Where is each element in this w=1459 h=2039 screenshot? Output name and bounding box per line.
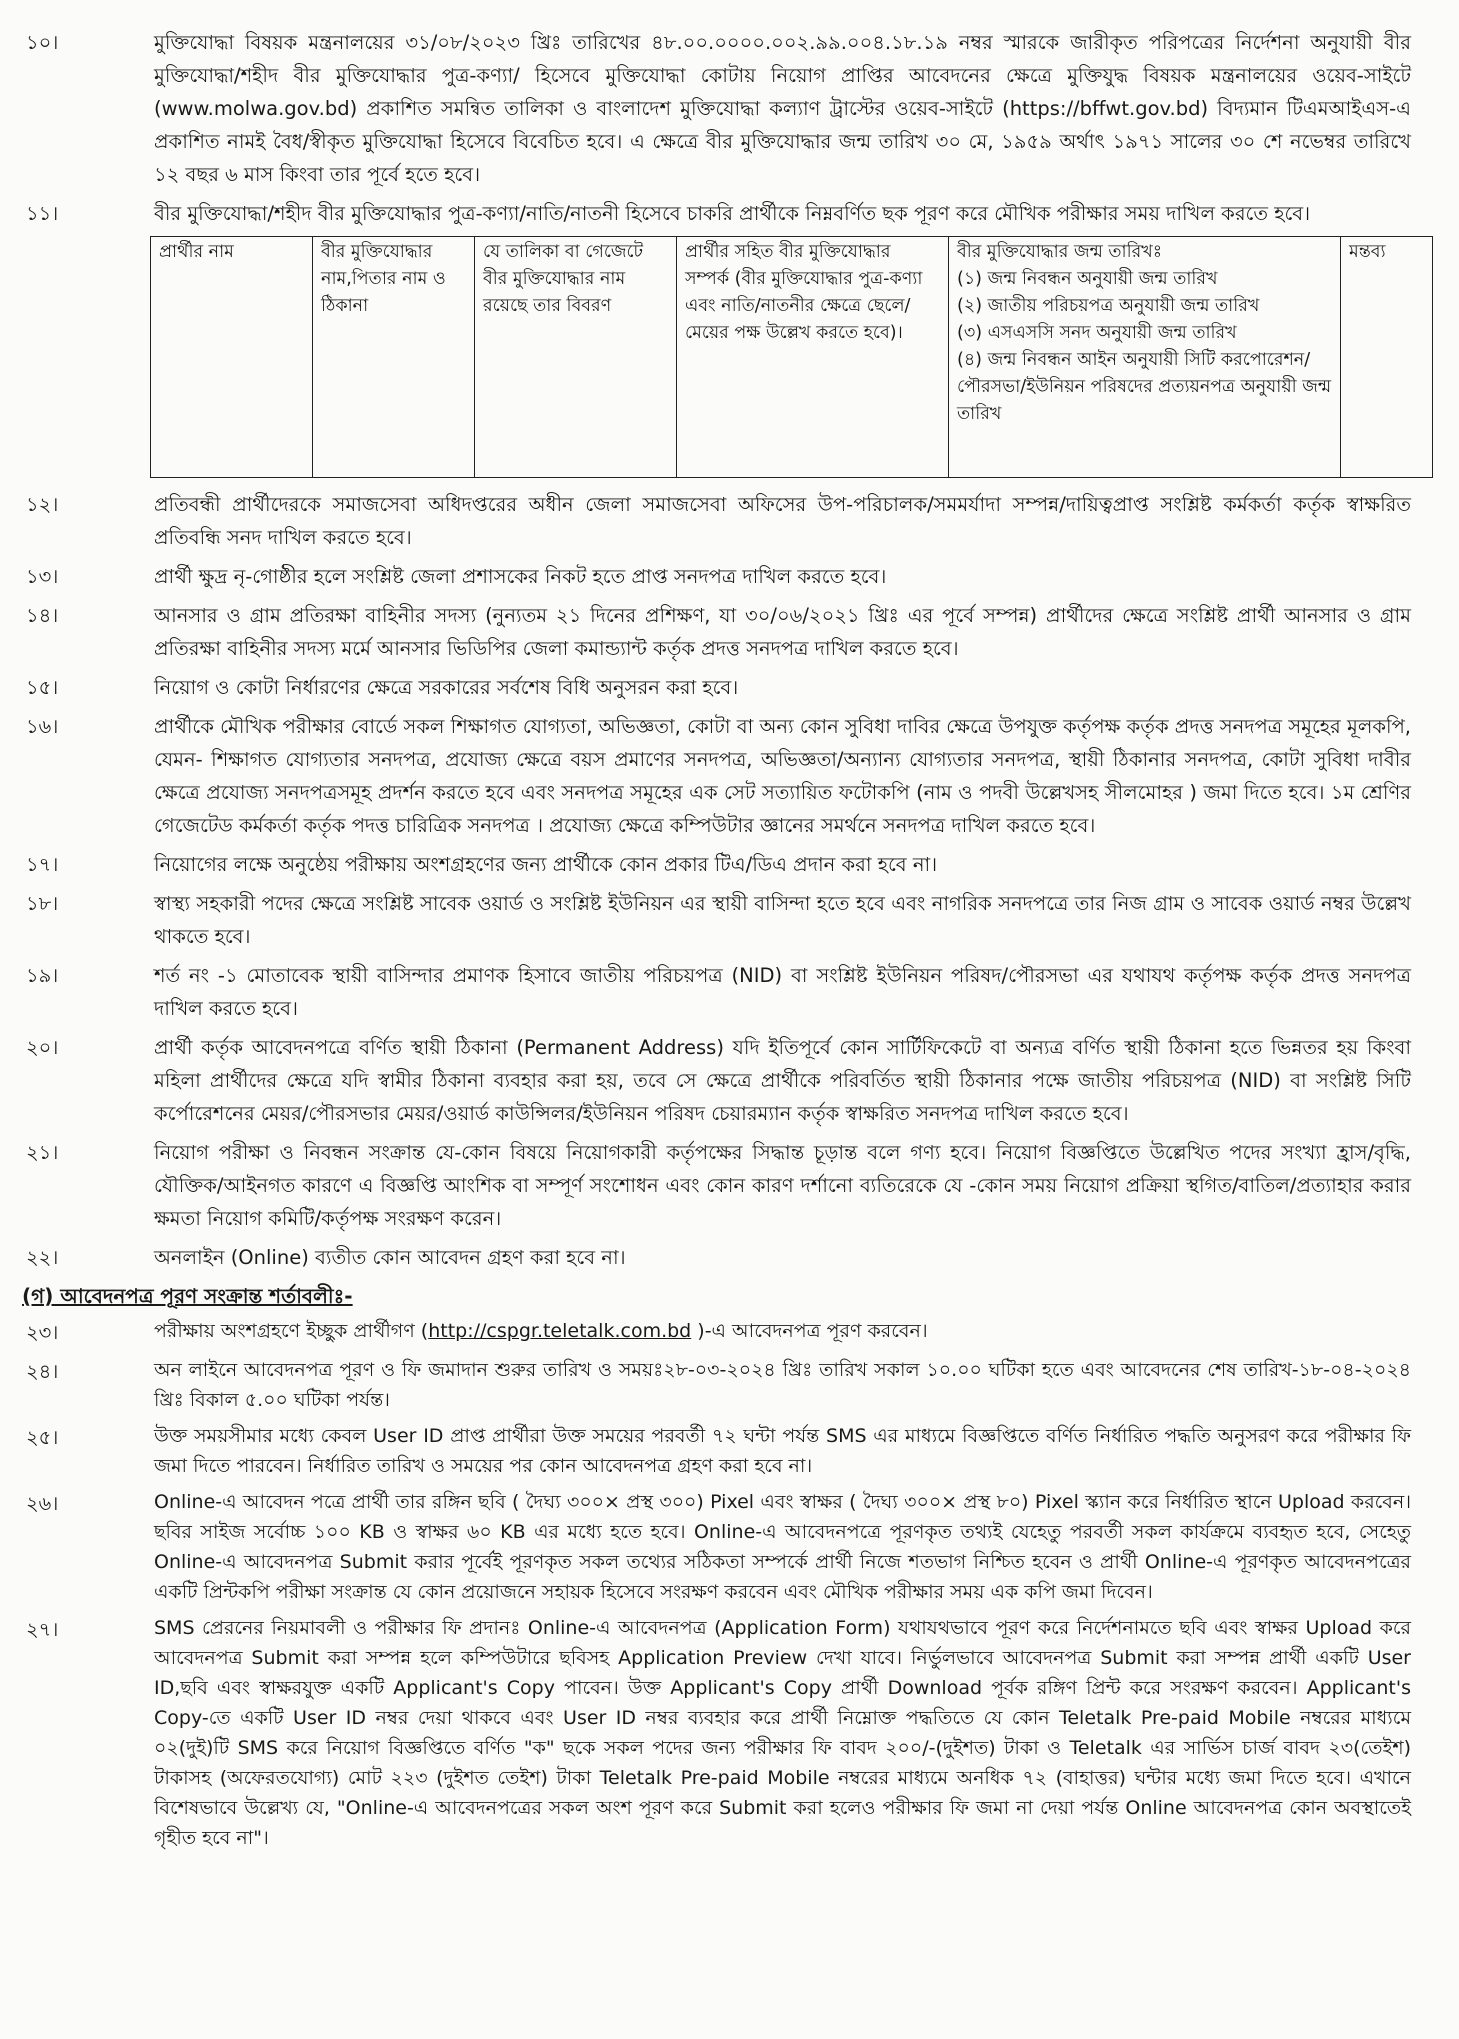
- clause-number: ২৫।: [26, 1426, 59, 1449]
- clause-number: ১০।: [26, 31, 59, 54]
- clause-14: [22, 599, 1411, 665]
- clause-number: ১৭।: [26, 853, 59, 876]
- freedom-fighter-form-table: [150, 236, 1433, 478]
- clause-number: ১৯।: [26, 964, 59, 987]
- clause-text: প্রার্থী কর্তৃক আবেদনপত্রে বর্ণিত স্থায়ী ঠিকানা (Permanent Address) যদি ইতিপূর্বে কোন সার্টিফিকেটে বা অন্যত্র বর্ণিত স্থায়ী ঠিকানা হতে ভিন্নতর হয় কিংবা মহিলা প্রার্থীদের ক্ষেত্রে যদি স্বামীর ঠিকানা ব্যবহার করা হয়, তবে সে ক্ষেত্রে প্রার্থীকে পরিবর্তিত স্থায়ী ঠিকানার পক্ষে জাতীয় পরিচয়পত্র (NID) বা সংশ্লিষ্ট সিটি কর্পোরেশনের মেয়র/পৌরসভার মেয়র/ওয়ার্ড কাউন্সিলর/ইউনিয়ন পরিষদ চেয়ারম্যান কর্তৃক স্বাক্ষরিত সনদপত্র দাখিল করতে হবে।: [154, 1036, 1411, 1125]
- clause-number: ১৮।: [26, 892, 59, 915]
- clause-number: ২৩।: [26, 1321, 59, 1344]
- clause-text: শর্ত নং -১ মোতাবেক স্থায়ী বাসিন্দার প্রমাণক হিসাবে জাতীয় পরিচয়পত্র (NID) বা সংশ্লিষ্ট ইউনিয়ন পরিষদ/পৌরসভা এর যথাযথ কর্তৃপক্ষ কর্তৃক প্রদত্ত সনদপত্র দাখিল করতে হবে।: [154, 964, 1411, 1020]
- clause-text: SMS প্রেরনের নিয়মাবলী ও পরীক্ষার ফি প্রদানঃ Online-এ আবেদনপত্র (Application Form) যথাযথভাবে পূরণ করে নির্দেশনামতে ছবি এবং স্বাক্ষর Upload করে আবেদনপত্র Submit করা সম্পন্ন হলে কম্পিউটারে ছবিসহ Application Preview দেখা যাবে। নির্ভুলভাবে আবেদনপত্র Submit করা সম্পন্ন প্রার্থী একটি User ID,ছবি এবং স্বাক্ষরযুক্ত একটি Applicant's Copy পাবেন। উক্ত Applicant's Copy প্রার্থী Download পূর্বক রঙ্গিণ প্রিন্ট করে সংরক্ষণ করবেন। Applicant's Copy-তে একটি User ID নম্বর দেয়া থাকবে এবং User ID নম্বর ব্যবহার করে প্রার্থী নিম্নোক্ত পদ্ধতিতে যে কোন Teletalk Pre-paid Mobile নম্বরের মাধ্যমে ০২(দুই)টি SMS করে নিয়োগ বিজ্ঞপ্তিতে বর্ণিত "ক" ছকে সকল পদের জন্য পরীক্ষার ফি বাবদ ২০০/-(দুইশত) টাকা ও Teletalk এর সার্ভিস চার্জ বাবদ ২৩(তেইশ) টাকাসহ (অফেরতযোগ্য) মোট ২২৩ (দুইশত তেইশ) টাকা Teletalk Pre-paid Mobile নম্বরের মাধ্যমে অনধিক ৭২ (বাহাত্তর) ঘন্টার মধ্যে জমা দিতে হবে। এখানে বিশেষভাবে উল্লেখ্য যে, "Online-এ আবেদনপত্রের সকল অংশ পূরণ করে Submit করা হলেও পরীক্ষার ফি জমা না দেয়া পর্যন্ত Online আবেদনপত্র কোন অবস্থাতেই গৃহীত হবে না"।: [154, 1617, 1411, 1849]
- clause-27: [22, 1613, 1411, 1853]
- table-cell-relationship: প্রার্থীর সহিত বীর মুক্তিযোদ্ধার সম্পর্ক (বীর মুক্তিযোদ্ধার পুত্র-কণ্যা এবং নাতি/নাতনীর ক্ষেত্রে ছেলে/মেয়ের পক্ষ উল্লেখ করতে হবে)।: [677, 237, 949, 478]
- clause-20: [22, 1031, 1411, 1130]
- clause-12: [22, 488, 1411, 554]
- clause-text: অনলাইন (Online) ব্যতীত কোন আবেদন গ্রহণ করা হবে না।: [154, 1246, 626, 1269]
- table-row: [151, 237, 1433, 478]
- clause-number: ২৬।: [26, 1492, 59, 1515]
- clause-text: আনসার ও গ্রাম প্রতিরক্ষা বাহিনীর সদস্য (নুন্যতম ২১ দিনের প্রশিক্ষণ, যা ৩০/০৬/২০২১ খ্রিঃ এর পূর্বে সম্পন্ন) প্রার্থীদের ক্ষেত্রে সংশ্লিষ্ট প্রার্থী আনসার ও গ্রাম প্রতিরক্ষা বাহিনীর সদস্য মর্মে আনসার ভিডিপির জেলা কমান্ড্যান্ট কর্তৃক প্রদত্ত সনদপত্র দাখিল করতে হবে।: [154, 604, 1411, 660]
- clause-16: [22, 710, 1411, 842]
- clause-21: [22, 1136, 1411, 1235]
- clause-25: [22, 1421, 1411, 1481]
- clause-text: মুক্তিযোদ্ধা বিষয়ক মন্ত্রনালয়ের ৩১/০৮/২০২৩ খ্রিঃ তারিখের ৪৮.০০.০০০০.০০২.৯৯.০০৪.১৮.১৯ নম্বর স্মারকে জারীকৃত পরিপত্রের নির্দেশনা অনুযায়ী বীর মুক্তিযোদ্ধা/শহীদ বীর মুক্তিযোদ্ধার পুত্র-কণ্যা/ হিসেবে মুক্তিযোদ্ধা কোটায় নিয়োগ প্রাপ্তির আবেদনের ক্ষেত্রে মুক্তিযুদ্ধ বিষয়ক মন্ত্রনালয়ের ওয়েব-সাইটে (www.molwa.gov.bd) প্রকাশিত সমন্বিত তালিকা ও বাংলাদেশ মুক্তিযোদ্ধা কল্যাণ ট্রাস্টের ওয়েব-সাইটে (https://bffwt.gov.bd) বিদ্যমান টিএমআইএস-এ প্রকাশিত নামই বৈধ/স্বীকৃত মুক্তিযোদ্ধা হিসেবে বিবেচিত হবে। এ ক্ষেত্রে বীর মুক্তিযোদ্ধার জন্ম তারিখ ৩০ মে, ১৯৫৯ অর্থাৎ ১৯৭১ সালের ৩০ শে নভেম্বর তারিখে ১২ বছর ৬ মাস কিংবা তার পূর্বে হতে হবে।: [154, 31, 1411, 186]
- clause-10: [22, 26, 1411, 191]
- table-cell-candidate-name: প্রার্থীর নাম: [151, 237, 313, 478]
- table-cell-remarks: মন্তব্য: [1341, 237, 1433, 478]
- clause-17: [22, 848, 1411, 881]
- clause-text: প্রার্থীকে মৌখিক পরীক্ষার বোর্ডে সকল শিক্ষাগত যোগ্যতা, অভিজ্ঞতা, কোটা বা অন্য কোন সুবিধা দাবির ক্ষেত্রে উপযুক্ত কর্তৃপক্ষ কর্তৃক প্রদত্ত সনদপত্র সমূহের মূলকপি, যেমন- শিক্ষাগত যোগ্যতার সনদপত্র, প্রযোজ্য ক্ষেত্রে বয়স প্রমাণের সনদপত্র, অভিজ্ঞতা/অন্যান্য যোগ্যতার সনদপত্র, স্থায়ী ঠিকানার সনদপত্র, কোটা সুবিধা দাবীর ক্ষেত্রে প্রযোজ্য সনদপত্রসমূহ প্রদর্শন করতে হবে এবং সনদপত্র সমূহের এক সেট সত্যায়িত ফটোকপি (নাম ও পদবী উল্লেখসহ সীলমোহর ) জমা দিতে হবে। ১ম শ্রেণির গেজেটেড কর্মকর্তা কর্তৃক পদত্ত চারিত্রিক সনদপত্র । প্রযোজ্য ক্ষেত্রে কম্পিউটার জ্ঞানের সমর্থনে সনদপত্র দাখিল করতে হবে।: [154, 715, 1411, 837]
- table-cell-birth-date: বীর মুক্তিযোদ্ধার জন্ম তারিখঃ (১) জন্ম নিবন্ধন অনুযায়ী জন্ম তারিখ (২) জাতীয় পরিচয়পত্র অনুযায়ী জন্ম তারিখ (৩) এসএসসি সনদ অনুযায়ী জন্ম তারিখ (৪) জন্ম নিবন্ধন আইন অনুযায়ী সিটি করপোরেশন/পৌরসভা/ইউনিয়ন পরিষদের প্রত্যয়নপত্র অনুযায়ী জন্ম তারিখ: [949, 237, 1341, 478]
- section-heading: (গ) আবেদনপত্র পূরণ সংক্রান্ত শর্তাবলীঃ-: [22, 1284, 353, 1308]
- clause-text-post: )-এ আবেদনপত্র পূরণ করবেন।: [691, 1320, 928, 1342]
- clause-11: [22, 197, 1411, 230]
- clause-text: বীর মুক্তিযোদ্ধা/শহীদ বীর মুক্তিযোদ্ধার পুত্র-কণ্যা/নাতি/নাতনী হিসেবে চাকরি প্রার্থীকে নিম্নবর্ণিত ছক পূরণ করে মৌখিক পরীক্ষার সময় দাখিল করতে হবে।: [154, 202, 1311, 225]
- clause-number: ১৫।: [26, 676, 59, 699]
- clause-24: [22, 1355, 1411, 1415]
- table-cell-ff-name-address: বীর মুক্তিযোদ্ধার নাম,পিতার নাম ও ঠিকানা: [313, 237, 475, 478]
- clause-26: [22, 1487, 1411, 1607]
- clause-text: স্বাস্থ্য সহকারী পদের ক্ষেত্রে সংশ্লিষ্ট সাবেক ওয়ার্ড ও সংশ্লিষ্ট ইউনিয়ন এর স্থায়ী বাসিন্দা হতে হবে এবং নাগরিক সনদপত্রে তার নিজ গ্রাম ও সাবেক ওয়ার্ড নম্বর উল্লেখ থাকতে হবে।: [154, 892, 1411, 948]
- clause-number: ২২।: [26, 1246, 59, 1269]
- clause-13: [22, 560, 1411, 593]
- clause-text: [154, 1316, 1411, 1349]
- clause-18: [22, 887, 1411, 953]
- clause-number: ১৪।: [26, 604, 59, 627]
- clause-number: ২১।: [26, 1141, 59, 1164]
- clause-number: ১২।: [26, 493, 59, 516]
- clause-text: প্রতিবন্ধী প্রার্থীদেরকে সমাজসেবা অধিদপ্তরের অধীন জেলা সমাজসেবা অফিসের উপ-পরিচালক/সমমর্যাদা সম্পন্ন/দায়িত্বপ্রাপ্ত সংশ্লিষ্ট কর্মকর্তা কর্তৃক স্বাক্ষরিত প্রতিবন্ধি সনদ দাখিল করতে হবে।: [154, 493, 1411, 549]
- clause-text: নিয়োগ পরীক্ষা ও নিবন্ধন সংক্রান্ত যে-কোন বিষয়ে নিয়োগকারী কর্তৃপক্ষের সিদ্ধান্ত চূড়ান্ত বলে গণ্য হবে। নিয়োগ বিজ্ঞপ্তিতে উল্লেখিত পদের সংখ্যা হ্রাস/বৃদ্ধি, যৌক্তিক/আইনগত কারণে এ বিজ্ঞপ্তি আংশিক বা সম্পূর্ণ সংশোধন এবং কোন কারণ দর্শানো ব্যতিরেকে যে -কোন সময় নিয়োগ প্রক্রিয়া স্থগিত/বাতিল/প্রত্যাহার করার ক্ষমতা নিয়োগ কমিটি/কর্তৃপক্ষ সংরক্ষণ করেন।: [154, 1141, 1411, 1230]
- clause-text-pre: পরীক্ষায় অংশগ্রহণে ইচ্ছুক প্রার্থীগণ (: [154, 1320, 429, 1342]
- clause-number: ২৭।: [26, 1618, 59, 1641]
- clause-15: [22, 671, 1411, 704]
- clause-19: [22, 959, 1411, 1025]
- clause-number: ১৬।: [26, 715, 59, 738]
- clause-text: উক্ত সময়সীমার মধ্যে কেবল User ID প্রাপ্ত প্রার্থীরা উক্ত সময়ের পরবর্তী ৭২ ঘন্টা পর্যন্ত SMS এর মাধ্যমে বিজ্ঞপ্তিতে বর্ণিত নির্ধারিত পদ্ধতি অনুসরণ করে পরীক্ষার ফি জমা দিতে পারবেন। নির্ধারিত তারিখ ও সময়ের পর কোন আবেদনপত্র গ্রহণ করা হবে না।: [154, 1425, 1411, 1477]
- clause-number: ১৩।: [26, 565, 59, 588]
- clause-text: নিয়োগের লক্ষে অনুষ্ঠেয় পরীক্ষায় অংশগ্রহণের জন্য প্রার্থীকে কোন প্রকার টিএ/ডিএ প্রদান করা হবে না।: [154, 853, 938, 876]
- application-site-link[interactable]: http://cspgr.teletalk.com.bd: [428, 1320, 692, 1342]
- clause-23: [22, 1316, 1411, 1349]
- clause-number: ১১।: [26, 202, 59, 225]
- clause-number: ২৪।: [26, 1360, 59, 1383]
- clause-22: [22, 1241, 1411, 1274]
- table-cell-list-gazette: যে তালিকা বা গেজেটে বীর মুক্তিযোদ্ধার নাম রয়েছে তার বিবরণ: [475, 237, 677, 478]
- clause-text: Online-এ আবেদন পত্রে প্রার্থী তার রঙ্গিন ছবি ( দৈঘ্য ৩০০× প্রস্থ ৩০০) Pixel এবং স্বাক্ষর ( দৈঘ্য ৩০০× প্রস্থ ৮০) Pixel স্ক্যান করে নির্ধারিত স্থানে Upload করবেন। ছবির সাইজ সর্বোচ্চ ১০০ KB ও স্বাক্ষর ৬০ KB এর মধ্যে হতে হবে। Online-এ আবেদনপত্রে পূরণকৃত তথ্যই যেহেতু পরবর্তী সকল কার্যক্রমে ব্যবহৃত হবে, সেহেতু Online-এ আবেদনপত্র Submit করার পূর্বেই পূরণকৃত সকল তথ্যের সঠিকতা সম্পর্কে প্রার্থী নিজে শতভাগ নিশ্চিত হবেন ও প্রার্থী Online-এ পূরণকৃত আবেদনপত্রের একটি প্রিন্টকপি পরীক্ষা সংক্রান্ত যে কোন প্রয়োজনে সহায়ক হিসেবে সংরক্ষণ করবেন এবং মৌখিক পরীক্ষার সময় এক কপি জমা দিবেন।: [154, 1491, 1411, 1603]
- clause-text: অন লাইনে আবেদনপত্র পূরণ ও ফি জমাদান শুরুর তারিখ ও সময়ঃ২৮-০৩-২০২৪ খ্রিঃ তারিখ সকাল ১০.০০ ঘটিকা হতে এবং আবেদনের শেষ তারিখ-১৮-০৪-২০২৪ খ্রিঃ বিকাল ৫.০০ ঘটিকা পর্যন্ত।: [154, 1359, 1411, 1411]
- clause-number: ২০।: [26, 1036, 59, 1059]
- clause-text: নিয়োগ ও কোটা নির্ধারণের ক্ষেত্রে সরকারের সর্বশেষ বিধি অনুসরন করা হবে।: [154, 676, 739, 699]
- clause-text: প্রার্থী ক্ষুদ্র নৃ-গোষ্ঠীর হলে সংশ্লিষ্ট জেলা প্রশাসকের নিকট হতে প্রাপ্ত সনদপত্র দাখিল করতে হবে।: [154, 565, 887, 588]
